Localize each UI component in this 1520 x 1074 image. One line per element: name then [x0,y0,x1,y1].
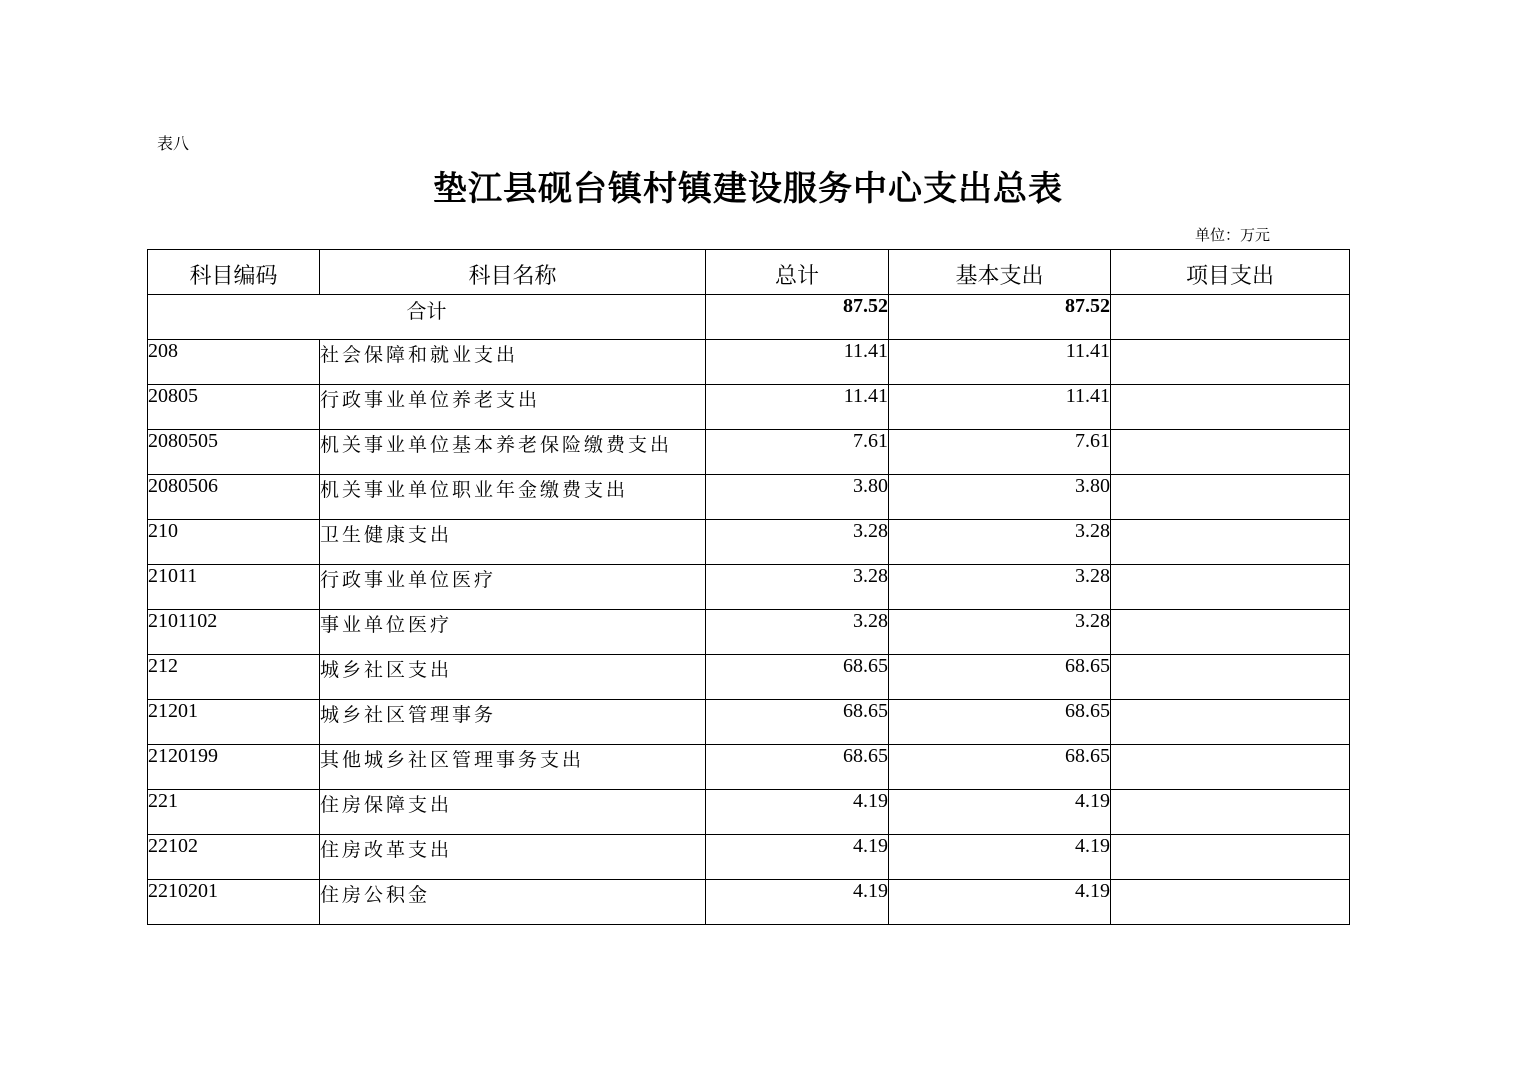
row-project [1111,790,1350,835]
row-total: 4.19 [706,790,889,835]
row-name: 机关事业单位基本养老保险缴费支出 [320,430,706,475]
row-project [1111,655,1350,700]
row-code: 20805 [148,385,320,430]
row-name: 城乡社区支出 [320,655,706,700]
summary-row [148,295,1350,340]
row-project [1111,835,1350,880]
table-row [148,610,1350,655]
table-row [148,835,1350,880]
table-row [148,880,1350,925]
row-project [1111,430,1350,475]
row-name: 机关事业单位职业年金缴费支出 [320,475,706,520]
row-code: 210 [148,520,320,565]
row-basic: 7.61 [889,430,1111,475]
row-total: 68.65 [706,655,889,700]
table-row [148,430,1350,475]
row-basic: 68.65 [889,700,1111,745]
row-name: 住房公积金 [320,880,706,925]
row-project [1111,475,1350,520]
row-project [1111,520,1350,565]
row-name: 行政事业单位养老支出 [320,385,706,430]
table-row [148,520,1350,565]
table-row [148,385,1350,430]
row-name: 住房保障支出 [320,790,706,835]
row-project [1111,385,1350,430]
row-name: 其他城乡社区管理事务支出 [320,745,706,790]
row-project [1111,565,1350,610]
table-row [148,565,1350,610]
row-total: 11.41 [706,385,889,430]
row-code: 21201 [148,700,320,745]
row-basic: 4.19 [889,790,1111,835]
row-code: 208 [148,340,320,385]
row-name: 住房改革支出 [320,835,706,880]
row-name: 事业单位医疗 [320,610,706,655]
row-code: 2120199 [148,745,320,790]
table-header-row [148,250,1350,295]
row-project [1111,880,1350,925]
row-total: 4.19 [706,835,889,880]
row-name: 城乡社区管理事务 [320,700,706,745]
row-code: 212 [148,655,320,700]
row-project [1111,700,1350,745]
header-code: 科目编码 [148,250,320,295]
row-basic: 3.28 [889,610,1111,655]
row-name: 社会保障和就业支出 [320,340,706,385]
row-total: 11.41 [706,340,889,385]
table-number-label: 表八 [157,134,190,153]
row-basic: 3.28 [889,520,1111,565]
header-total: 总计 [706,250,889,295]
row-total: 7.61 [706,430,889,475]
row-total: 3.28 [706,565,889,610]
unit-label: 单位：万元 [1194,226,1270,244]
summary-total: 87.52 [706,295,889,340]
row-total: 4.19 [706,880,889,925]
row-basic: 4.19 [889,835,1111,880]
row-name: 行政事业单位医疗 [320,565,706,610]
row-code: 2101102 [148,610,320,655]
table-row [148,475,1350,520]
header-project: 项目支出 [1111,250,1350,295]
row-project [1111,610,1350,655]
table-row [148,700,1350,745]
row-total: 3.28 [706,610,889,655]
row-basic: 3.28 [889,565,1111,610]
row-total: 3.80 [706,475,889,520]
table-row [148,340,1350,385]
expenditure-table [147,249,1350,925]
table-row [148,655,1350,700]
table-row [148,790,1350,835]
row-project [1111,745,1350,790]
row-code: 2080506 [148,475,320,520]
summary-label: 合计 [148,295,706,340]
row-total: 3.28 [706,520,889,565]
row-basic: 11.41 [889,340,1111,385]
summary-project [1111,295,1350,340]
row-code: 2080505 [148,430,320,475]
row-code: 21011 [148,565,320,610]
header-basic: 基本支出 [889,250,1111,295]
table-row [148,745,1350,790]
row-basic: 68.65 [889,655,1111,700]
row-basic: 68.65 [889,745,1111,790]
header-name: 科目名称 [320,250,706,295]
row-total: 68.65 [706,745,889,790]
document-title: 垫江县砚台镇村镇建设服务中心支出总表 [433,169,1063,209]
row-code: 221 [148,790,320,835]
row-basic: 11.41 [889,385,1111,430]
summary-basic: 87.52 [889,295,1111,340]
row-code: 22102 [148,835,320,880]
row-total: 68.65 [706,700,889,745]
row-name: 卫生健康支出 [320,520,706,565]
row-basic: 4.19 [889,880,1111,925]
row-basic: 3.80 [889,475,1111,520]
row-code: 2210201 [148,880,320,925]
row-project [1111,340,1350,385]
